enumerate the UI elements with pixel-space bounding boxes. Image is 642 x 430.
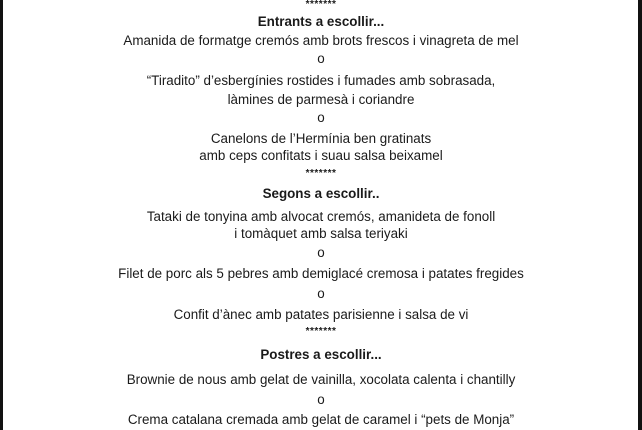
- separator-top: *******: [305, 0, 337, 10]
- postres-dish-1: Brownie de nous amb gelat de vainilla, xocolata calenta i chantilly: [126, 372, 516, 387]
- or-separator: o: [317, 245, 325, 260]
- or-separator: o: [317, 286, 325, 301]
- entrants-dish-2-line-1: “Tiradito” d’esbergínies rostides i fumades amb sobrasada,: [146, 73, 496, 88]
- segons-dish-1-line-2: i tomàquet amb salsa teriyaki: [234, 226, 408, 241]
- or-separator: o: [317, 110, 325, 125]
- separator-entrants: *******: [305, 168, 337, 179]
- entrants-dish-2-line-2: làmines de parmesà i coriandre: [227, 92, 415, 107]
- entrants-heading: Entrants a escollir...: [257, 14, 385, 29]
- postres-dish-2: Crema catalana cremada amb gelat de caramel i “pets de Monja”: [127, 412, 515, 427]
- entrants-dish-3-line-1: Canelons de l’Hermínia ben gratinats: [210, 131, 432, 146]
- segons-dish-1-line-1: Tataki de tonyina amb alvocat cremós, amanideta de fonoll: [146, 209, 496, 224]
- segons-dish-2: Filet de porc als 5 pebres amb demiglacé cremosa i patates fregides: [118, 266, 524, 281]
- postres-heading: Postres a escollir...: [260, 347, 382, 362]
- segons-dish-3: Confit d’ànec amb patates parisienne i salsa de vi: [173, 307, 469, 322]
- separator-segons: *******: [305, 326, 337, 337]
- or-separator: o: [317, 51, 325, 66]
- entrants-dish-3-line-2: amb ceps confitats i suau salsa beixamel: [199, 148, 443, 163]
- segons-heading: Segons a escollir..: [262, 186, 380, 201]
- entrants-dish-1: Amanida de formatge cremós amb brots frescos i vinagreta de mel: [123, 33, 519, 48]
- or-separator: o: [317, 392, 325, 407]
